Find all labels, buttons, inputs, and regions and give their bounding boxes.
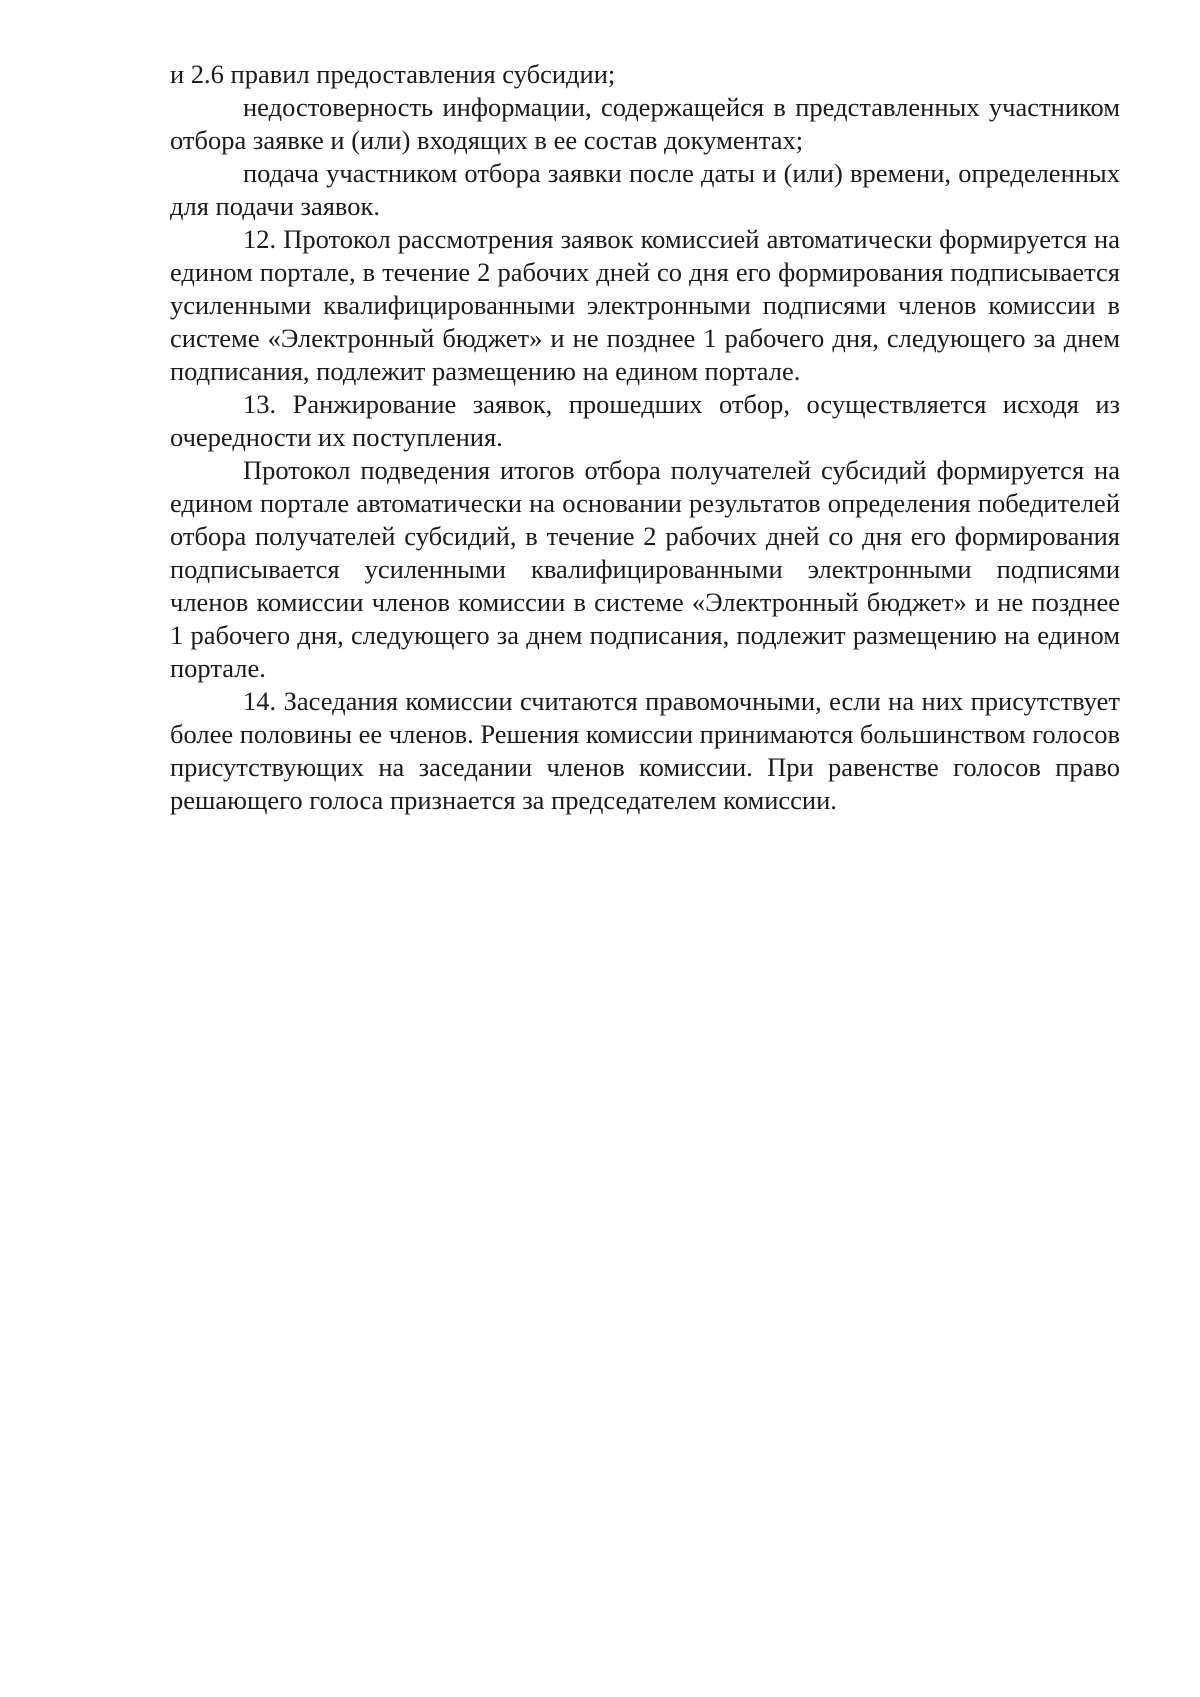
paragraph-continuation: и 2.6 правил предоставления субсидии; bbox=[170, 59, 616, 89]
paragraph-unreliable-information: недостоверность информации, содержащейся в представленных участником отбора заявке и (или) входящих в ее состав документах; bbox=[170, 92, 1120, 155]
paragraph-item-12: 12. Протокол рассмотрения заявок комиссией автоматически формируется на едином портале, в течение 2 рабочих дней со дня его формирования подписывается усиленными квалифицированными электронными подписями членов комиссии в системе «Электронный бюджет» и не позднее 1 рабочего дня, следующего за днем подписания, подлежит размещению на едином портале. bbox=[170, 224, 1120, 386]
paragraph-results-protocol: Протокол подведения итогов отбора получателей субсидий формируется на едином портале автоматически на основании результатов определения победителей отбора получателей субсидий, в течение 2 рабочих дней со дня его формирования подписывается усиленными квалифицированными электронными подписями членов комиссии членов комиссии в системе «Электронный бюджет» и не позднее 1 рабочего дня, следующего за днем подписания, подлежит размещению на едином портале. bbox=[170, 455, 1120, 683]
paragraph-late-submission: подача участником отбора заявки после даты и (или) времени, определенных для подачи заявок. bbox=[170, 158, 1120, 221]
paragraph-item-14: 14. Заседания комиссии считаются правомочными, если на них присутствует более половины ее членов. Решения комиссии принимаются большинством голосов присутствующих на заседании членов комиссии. При равенстве голосов право решающего голоса признается за председателем комиссии. bbox=[170, 686, 1120, 815]
paragraph-item-13: 13. Ранжирование заявок, прошедших отбор, осуществляется исходя из очередности их поступления. bbox=[170, 389, 1120, 452]
document-body bbox=[170, 58, 1120, 817]
